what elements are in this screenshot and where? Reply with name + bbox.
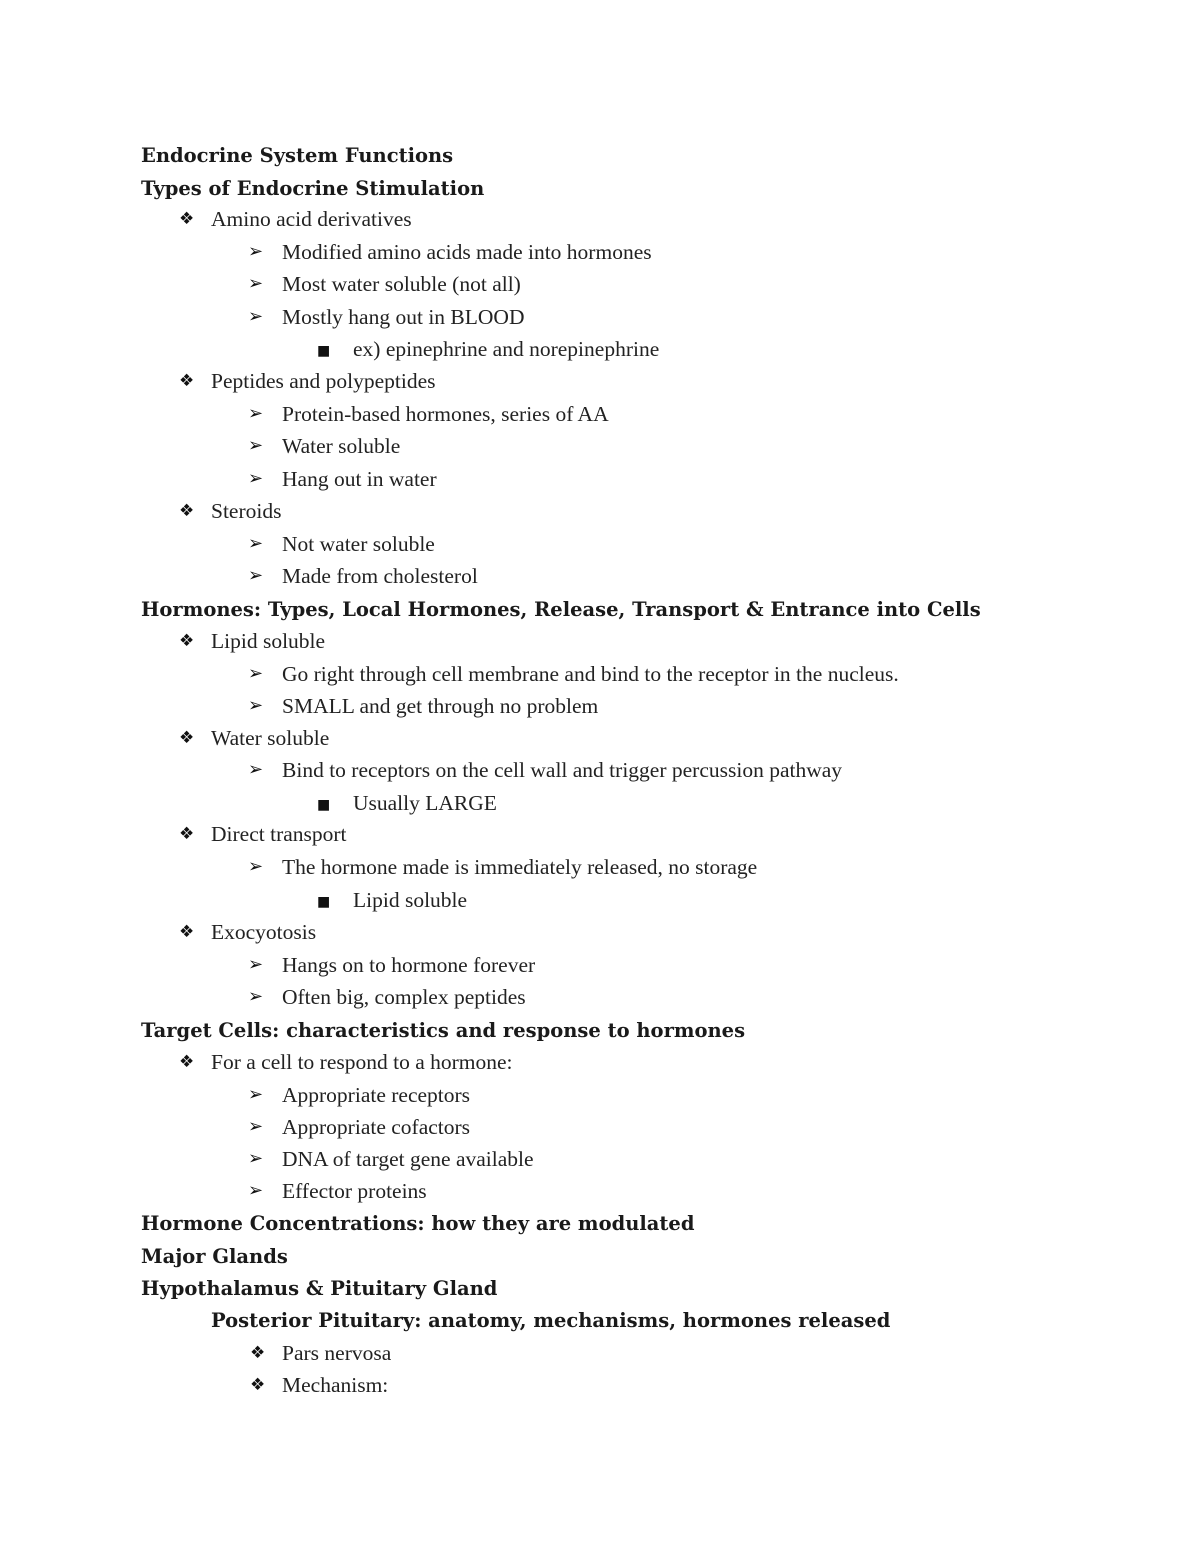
square-bullet-icon: ■: [317, 797, 331, 813]
list-item: Peptides and polypeptides: [211, 369, 436, 393]
heading-types-of-endocrine-stimulation: Types of Endocrine Stimulation: [141, 177, 485, 200]
list-item: Modified amino acids made into hormones: [282, 240, 652, 264]
diamond-bullet-icon: ❖: [179, 824, 195, 844]
list-item: Go right through cell membrane and bind to the receptor in the nucleus.: [282, 662, 899, 686]
diamond-bullet-icon: ❖: [179, 501, 195, 521]
diamond-bullet-icon: ❖: [250, 1343, 266, 1363]
diamond-bullet-icon: ❖: [179, 371, 195, 391]
list-item: Appropriate cofactors: [282, 1115, 471, 1139]
arrow-bullet-icon: ➢: [248, 273, 264, 294]
heading-hypothalamus-pituitary: Hypothalamus & Pituitary Gland: [141, 1277, 498, 1300]
list-item: Most water soluble (not all): [282, 272, 521, 296]
arrow-bullet-icon: ➢: [248, 856, 264, 877]
list-item: Effector proteins: [282, 1179, 427, 1203]
arrow-bullet-icon: ➢: [248, 403, 264, 424]
list-item: Appropriate receptors: [282, 1083, 471, 1107]
arrow-bullet-icon: ➢: [248, 1148, 264, 1169]
list-item: Lipid soluble: [353, 888, 468, 912]
diamond-bullet-icon: ❖: [179, 1052, 195, 1072]
heading-hormones-types: Hormones: Types, Local Hormones, Release, Transport & Entrance into Cells: [141, 598, 981, 621]
arrow-bullet-icon: ➢: [248, 1180, 264, 1201]
list-item: Mostly hang out in BLOOD: [282, 305, 525, 329]
list-item: Made from cholesterol: [282, 564, 478, 588]
list-item: Mechanism:: [282, 1373, 389, 1397]
arrow-bullet-icon: ➢: [248, 435, 264, 456]
heading-target-cells: Target Cells: characteristics and response to hormones: [141, 1019, 746, 1042]
diamond-bullet-icon: ❖: [179, 922, 195, 942]
list-item: ex) epinephrine and norepinephrine: [353, 337, 660, 361]
list-item: SMALL and get through no problem: [282, 694, 599, 718]
list-item: The hormone made is immediately released, no storage: [282, 855, 758, 879]
list-item: Often big, complex peptides: [282, 985, 526, 1009]
arrow-bullet-icon: ➢: [248, 306, 264, 327]
arrow-bullet-icon: ➢: [248, 565, 264, 586]
square-bullet-icon: ■: [317, 343, 331, 359]
arrow-bullet-icon: ➢: [248, 695, 264, 716]
list-item: DNA of target gene available: [282, 1147, 534, 1171]
list-item: Pars nervosa: [282, 1341, 392, 1365]
diamond-bullet-icon: ❖: [250, 1375, 266, 1395]
heading-posterior-pituitary: Posterior Pituitary: anatomy, mechanisms, hormones released: [211, 1309, 891, 1332]
list-item: Hang out in water: [282, 467, 437, 491]
diamond-bullet-icon: ❖: [179, 209, 195, 229]
arrow-bullet-icon: ➢: [248, 533, 264, 554]
list-item: Water soluble: [211, 726, 330, 750]
list-item: Not water soluble: [282, 532, 435, 556]
arrow-bullet-icon: ➢: [248, 241, 264, 262]
arrow-bullet-icon: ➢: [248, 1116, 264, 1137]
list-item: Water soluble: [282, 434, 401, 458]
arrow-bullet-icon: ➢: [248, 468, 264, 489]
diamond-bullet-icon: ❖: [179, 728, 195, 748]
diamond-bullet-icon: ❖: [179, 631, 195, 651]
list-item: Bind to receptors on the cell wall and trigger percussion pathway: [282, 758, 843, 782]
heading-endocrine-system-functions: Endocrine System Functions: [141, 144, 454, 167]
arrow-bullet-icon: ➢: [248, 1084, 264, 1105]
list-item: Amino acid derivatives: [211, 207, 412, 231]
list-item: Lipid soluble: [211, 629, 326, 653]
heading-major-glands: Major Glands: [141, 1245, 288, 1268]
heading-hormone-concentrations: Hormone Concentrations: how they are modulated: [141, 1212, 695, 1235]
arrow-bullet-icon: ➢: [248, 663, 264, 684]
list-item: Exocyotosis: [211, 920, 317, 944]
list-item: Direct transport: [211, 822, 347, 846]
list-item: Steroids: [211, 499, 282, 523]
list-item: Hangs on to hormone forever: [282, 953, 536, 977]
list-item: Protein-based hormones, series of AA: [282, 402, 609, 426]
arrow-bullet-icon: ➢: [248, 954, 264, 975]
list-item: For a cell to respond to a hormone:: [211, 1050, 513, 1074]
arrow-bullet-icon: ➢: [248, 759, 264, 780]
arrow-bullet-icon: ➢: [248, 986, 264, 1007]
square-bullet-icon: ■: [317, 894, 331, 910]
list-item: Usually LARGE: [353, 791, 497, 815]
